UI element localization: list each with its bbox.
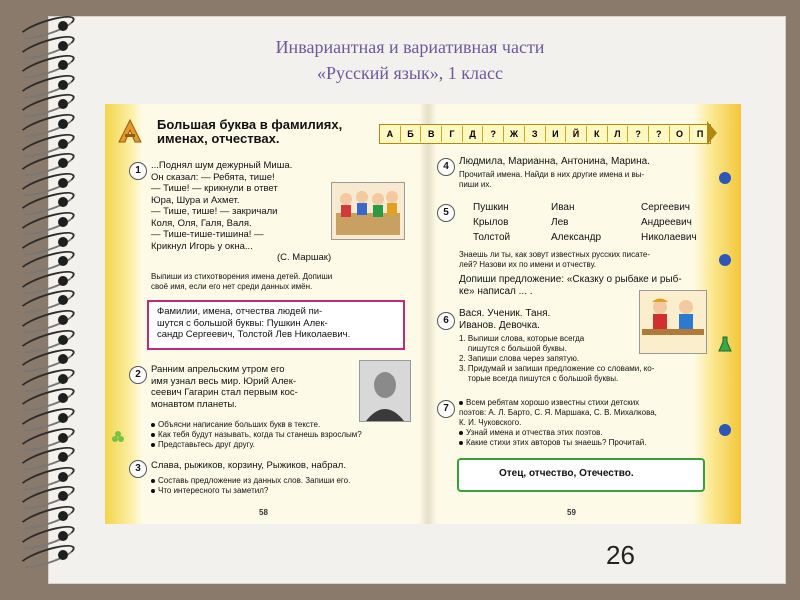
lesson-header-line2: именах, отчествах. xyxy=(157,131,280,146)
binding-hole xyxy=(58,531,68,541)
binding-hole xyxy=(58,550,68,560)
lesson-header-line1: Большая буква в фамилиях, xyxy=(157,117,343,132)
names-table-cell: Лев xyxy=(551,217,569,228)
rule-box-names xyxy=(147,300,405,350)
exercise-3-tasks xyxy=(151,476,350,496)
alphabet-strip xyxy=(379,124,711,144)
exercise-1-task: Выпиши из стихотворения имена детей. Допиши своё имя, если его нет среди данных имён. xyxy=(151,272,333,291)
textbook-spread xyxy=(105,104,741,524)
names-table-cell: Александр xyxy=(551,232,602,243)
task-text: Какие стихи этих авторов ты знаешь? Прочитай. xyxy=(466,438,647,447)
binding-hole xyxy=(58,511,68,521)
names-table-cell: Толстой xyxy=(473,232,511,243)
exercise-5-task-1: Знаешь ли ты, как зовут известных русских писате- лей? Назови их по имени и отчеству. xyxy=(459,250,651,269)
rule2-text: Отец, отчество, Отечество. xyxy=(499,468,634,479)
bullet-icon xyxy=(151,479,155,483)
exercise-3-number: 3 xyxy=(129,460,147,478)
flask-icon xyxy=(717,336,733,352)
book-gutter xyxy=(419,104,437,524)
exercise-1-author: (С. Маршак) xyxy=(277,252,332,263)
binding-hole xyxy=(58,374,68,384)
binding-hole xyxy=(58,119,68,129)
binding-hole xyxy=(58,237,68,247)
alphabet-letter: А xyxy=(386,129,394,139)
binding-hole xyxy=(58,21,68,31)
names-table-cell: Николаевич xyxy=(641,232,697,243)
slide-title-line2: «Русский язык», 1 класс xyxy=(317,63,503,83)
names-table-cell: Пушкин xyxy=(473,202,509,213)
exercise-6-text: Вася. Ученик. Таня. Иванов. Девочка. xyxy=(459,308,551,331)
task-text: Представьтесь друг другу. xyxy=(158,440,255,449)
binding-hole xyxy=(58,99,68,109)
alphabet-letter: Л xyxy=(607,126,628,142)
binding-hole xyxy=(58,393,68,403)
exercise-4-task: Прочитай имена. Найди в них другие имена и вы- пиши их. xyxy=(459,170,645,189)
binding-hole xyxy=(58,276,68,286)
bullet-icon xyxy=(459,401,463,405)
binding-hole xyxy=(58,80,68,90)
lesson-header xyxy=(157,118,342,146)
task-text: Узнай имена и отчества этих поэтов. xyxy=(466,428,603,437)
binding-hole xyxy=(58,41,68,51)
slide-title-line1: Инвариантная и вариативная части xyxy=(275,37,545,57)
names-table-cell: Андреевич xyxy=(641,217,692,228)
binding-hole xyxy=(58,60,68,70)
alphabet-letter: Г xyxy=(441,126,462,142)
names-table-cell: Иван xyxy=(551,202,575,213)
exercise-1-number: 1 xyxy=(129,162,147,180)
page-number-left: 58 xyxy=(259,508,268,517)
binding-hole xyxy=(58,452,68,462)
exercise-7-number: 7 xyxy=(437,400,455,418)
side-marker-icon xyxy=(719,172,731,184)
alphabet-letter: ? xyxy=(482,126,503,142)
spiral-binding xyxy=(0,20,70,580)
task-item xyxy=(151,486,350,496)
exercise-6-tasks: 1. Выпиши слова, которые всегда пишутся с большой буквы. 2. Запиши слова через запятую. 3. Придумай и запиши предложение со словами, ко- торые всегда пишутся с большой буквы. xyxy=(459,334,655,383)
exercise-5-number: 5 xyxy=(437,204,455,222)
alphabet-letter: В xyxy=(420,126,441,142)
alphabet-letter: Й xyxy=(565,126,586,142)
exercise-6-number: 6 xyxy=(437,312,455,330)
binding-hole xyxy=(58,354,68,364)
exercise-5-task-2: Допиши предложение: «Сказку о рыбаке и рыб- ке» написал ... . xyxy=(459,274,682,297)
task-text: Составь предложение из данных слов. Запиши его. xyxy=(158,476,351,485)
task-text: Всем ребятам хорошо известны стихи детских поэтов: А. Л. Барто, С. Я. Маршака, С. В. Михалкова, К. И. Чуковского. xyxy=(459,398,657,427)
task-item xyxy=(459,398,657,428)
letter-a-logo-icon xyxy=(117,118,143,144)
binding-hole xyxy=(58,197,68,207)
exercise-3-text: Слава, рыжиков, корзину, Рыжиков, набрал. xyxy=(151,460,346,471)
alphabet-letter: К xyxy=(586,126,607,142)
binding-hole xyxy=(58,256,68,266)
rule-text: Фамилии, имена, отчества людей пи- шутся с большой буквы: Пушкин Алек- сандр Сергеевич, Толстой Лев Николаевич. xyxy=(157,306,351,340)
alphabet-letter: Б xyxy=(400,126,421,142)
bullet-icon xyxy=(459,431,463,435)
task-item xyxy=(151,440,362,450)
side-marker-icon xyxy=(719,254,731,266)
binding-hole xyxy=(58,433,68,443)
binding-hole xyxy=(58,413,68,423)
names-table-cell: Сергеевич xyxy=(641,202,691,213)
exercise-4-number: 4 xyxy=(437,158,455,176)
bullet-icon xyxy=(151,423,155,427)
alphabet-letter: Ж xyxy=(503,126,524,142)
schoolchildren-illustration xyxy=(639,290,707,354)
task-item xyxy=(459,438,657,448)
alphabet-arrow-icon xyxy=(707,121,717,145)
names-table-cell: Крылов xyxy=(473,217,509,228)
exercise-7-tasks xyxy=(459,398,657,448)
binding-hole xyxy=(58,178,68,188)
page-number-right: 59 xyxy=(567,508,576,517)
bullet-icon xyxy=(151,489,155,493)
exercise-2-text: Ранним апрельским утром его имя узнал весь мир. Юрий Алек- сеевич Гагарин стал первым кос- монавтом планеты. xyxy=(151,364,298,410)
bullet-icon xyxy=(151,443,155,447)
task-text: Как тебя будут называть, когда ты станешь взрослым? xyxy=(158,430,362,439)
bullet-icon xyxy=(459,441,463,445)
children-illustration xyxy=(331,182,405,240)
exercise-2-number: 2 xyxy=(129,366,147,384)
alphabet-letter: П xyxy=(689,126,710,142)
alphabet-letter: О xyxy=(669,126,690,142)
slide-title xyxy=(180,34,640,86)
task-item xyxy=(151,420,362,430)
slide-number: 26 xyxy=(606,540,635,570)
binding-hole xyxy=(58,139,68,149)
rule-box-otechestvo xyxy=(457,458,705,492)
task-item xyxy=(151,430,362,440)
side-marker-icon xyxy=(719,424,731,436)
task-text: Что интересного ты заметил? xyxy=(158,486,269,495)
alphabet-letter: З xyxy=(524,126,545,142)
binding-hole xyxy=(58,315,68,325)
gagarin-portrait xyxy=(359,360,411,422)
task-text: Объясни написание больших букв в тексте. xyxy=(158,420,321,429)
alphabet-letter: И xyxy=(545,126,566,142)
binding-hole xyxy=(58,472,68,482)
task-item xyxy=(151,476,350,486)
task-item xyxy=(459,428,657,438)
exercise-1-poem: ...Поднял шум дежурный Миша. Он сказал: — Ребята, тише! — Тише! — крикнули в ответ Юра, Шура и Ахмет. — Тише, тише! — закричали Коля, Оля, Галя, Валя. — Тише-тише-тишина! — Крикнул Игорь у окна... xyxy=(151,160,293,252)
binding-hole xyxy=(58,491,68,501)
alphabet-letter: ? xyxy=(627,126,648,142)
binding-hole xyxy=(58,217,68,227)
clover-icon xyxy=(111,430,125,444)
alphabet-letter: ? xyxy=(648,126,669,142)
binding-hole xyxy=(58,295,68,305)
binding-hole xyxy=(58,335,68,345)
exercise-2-tasks xyxy=(151,420,362,450)
exercise-4-text: Людмила, Марианна, Антонина, Марина. xyxy=(459,156,650,167)
binding-hole xyxy=(58,158,68,168)
bullet-icon xyxy=(151,433,155,437)
alphabet-letter: Д xyxy=(462,126,483,142)
